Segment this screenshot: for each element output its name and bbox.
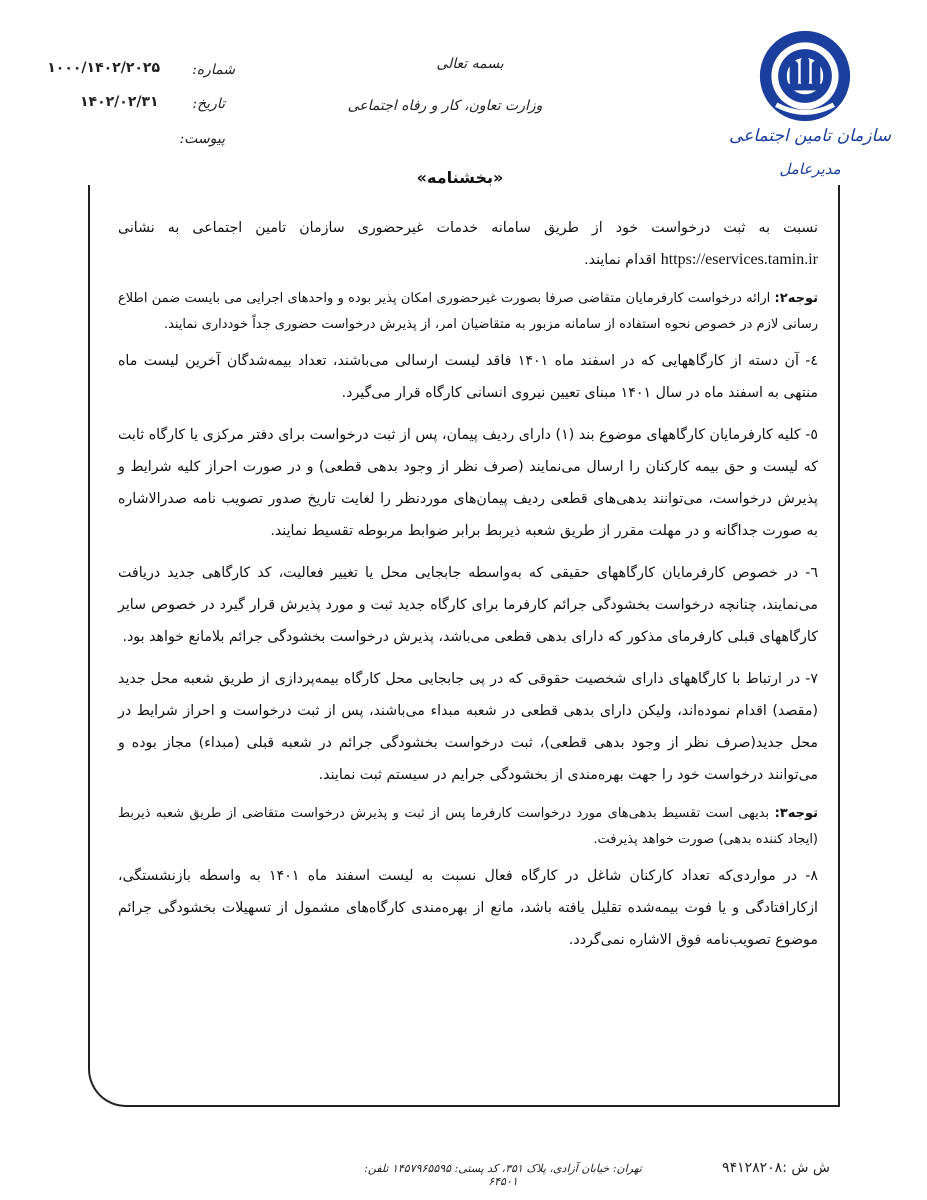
intro-text: نسبت به ثبت درخواست خود از طریق سامانه خدمات غیرحضوری سازمان تامین اجتماعی به نشانی: [118, 220, 818, 236]
date-value: ۱۴۰۲/۰۲/۳۱: [80, 94, 159, 110]
footer-id: ش ش :۹۴۱۲۸۲۰۸: [722, 1160, 830, 1176]
intro-paragraph: [118, 212, 818, 276]
social-security-logo-icon: [757, 28, 853, 124]
service-url-link[interactable]: https://eservices.tamin.ir: [660, 251, 818, 268]
organization-subtitle: مدیرعامل: [779, 160, 841, 178]
ministry-name: وزارت تعاون، کار و رفاه اجتماعی: [347, 98, 543, 114]
number-label: شماره:: [192, 62, 235, 78]
item-7: ٧- در ارتباط با کارگاههای دارای شخصیت حقوقی که در پی جابجایی محل کارگاه بیمه‌پردازی از طریق شعبه محل جدید (مقصد) اقدام نموده‌اند، ولیکن دارای بدهی قطعی در شعبه مبداء می‌باشند، پس از ثبت درخواست و احراز شرایط در محل جدید(صرف نظر از وجود بدهی قطعی)، ثبت درخواست بخشودگی جرائم در شعبه قبلی (مبداء) مجاز بوده و می‌توانند درخواست خود را جهت بهره‌مندی از بخشودگی جرایم در سیستم ثبت نمایند.: [118, 671, 818, 783]
number-value: ۱۰۰۰/۱۴۰۲/۲۰۲۵: [47, 60, 160, 76]
intro-closing-text: اقدام نمایند.: [584, 252, 657, 268]
note-3-text: بدیهی است تقسیط بدهی‌های مورد درخواست کارفرما پس از ثبت و پذیرش درخواست متقاضی از طریق شعبه ذیربط (ایجاد کننده بدهی) صورت خواهد پذیرفت.: [118, 806, 818, 847]
item-5: ٥- کلیه کارفرمایان کارگاههای موضوع بند (۱) دارای ردیف پیمان، پس از ثبت درخواست برای دفتر مرکزی یا کارگاه ثابت که لیست و حق بیمه کارکنان را ارسال می‌نمایند (صرف نظر از وجود بدهی قطعی) و در صورت احراز کلیه شرایط و پذیرش درخواست، می‌توانند بدهی‌های قطعی ردیف پیمان‌های موردنظر را لغایت تاریخ صدور تصویب نامه صدرالاشاره به صورت جداگانه و در مهلت مقرر از طریق شعبه ذیربط برابر ضوابط مربوطه تقسیط نمایند.: [118, 427, 818, 539]
footer-address: تهران: خیابان آزادی، پلاک ۳۵۱، کد پستی: ۱۴۵۷۹۶۵۵۹۵ تلفن: ۶۴۵۰۱: [364, 1162, 642, 1188]
document-body: [118, 212, 818, 966]
note-3-tag: توجه۳:: [774, 806, 818, 821]
date-label: تاریخ:: [192, 96, 225, 112]
note-2-text: ارائه درخواست کارفرمایان متقاضی صرفا بصورت غیرحضوری امکان پذیر بوده و واحدهای اجرایی می بایست ضمن اطلاع رسانی لازم در خصوص نحوه استفاده از سامانه مزبور به متقاضیان امر، از پذیرش درخواست حضوری جداً خودداری نمایند.: [118, 291, 818, 332]
item-4: ٤- آن دسته از کارگاههایی که در اسفند ماه ۱۴۰۱ فاقد لیست ارسالی می‌باشند، تعداد بیمه‌شدگان آخرین لیست ماه منتهی به اسفند ماه در سال ۱۴۰۱ مبنای تعیین نیروی انسانی کارگاه قرار می‌گیرد.: [118, 353, 818, 401]
document-type-title: «بخشنامه»: [416, 168, 504, 187]
note-3: [118, 801, 818, 852]
note-2: [118, 286, 818, 337]
attachment-label: پیوست:: [179, 131, 225, 147]
item-8: ٨- در مواردی‌که تعداد کارکنان شاغل در کارگاه فعال نسبت به لیست اسفند ماه ۱۴۰۱ به واسطه بازنشستگی، ازکارافتادگی و یا فوت بیمه‌شده تقلیل یافته باشد، مانع از بهره‌مندی کارگاه‌های مشمول از تسهیلات بخشودگی جرائم موضوع تصویب‌نامه فوق الاشاره نمی‌گردد.: [118, 868, 819, 948]
organization-name: سازمان تامین اجتماعی: [729, 126, 891, 146]
bismillah-heading: بسمه تعالی: [436, 56, 504, 72]
item-6: ٦- در خصوص کارفرمایان کارگاههای حقیقی که به‌واسطه جابجایی محل یا تغییر فعالیت، کد کارگاهی جدید دریافت می‌نمایند، چنانچه درخواست بخشودگی جرائم کارفرما برای کارگاه جدید ثبت و مورد پذیرش قرار گیرد در خصوص سایر کارگاههای قبلی کارفرمای مذکور که دارای بدهی قطعی می‌باشد، پذیرش درخواست بخشودگی جرائم بلامانع خواهد بود.: [118, 565, 818, 645]
note-2-tag: توجه۲:: [774, 291, 818, 306]
